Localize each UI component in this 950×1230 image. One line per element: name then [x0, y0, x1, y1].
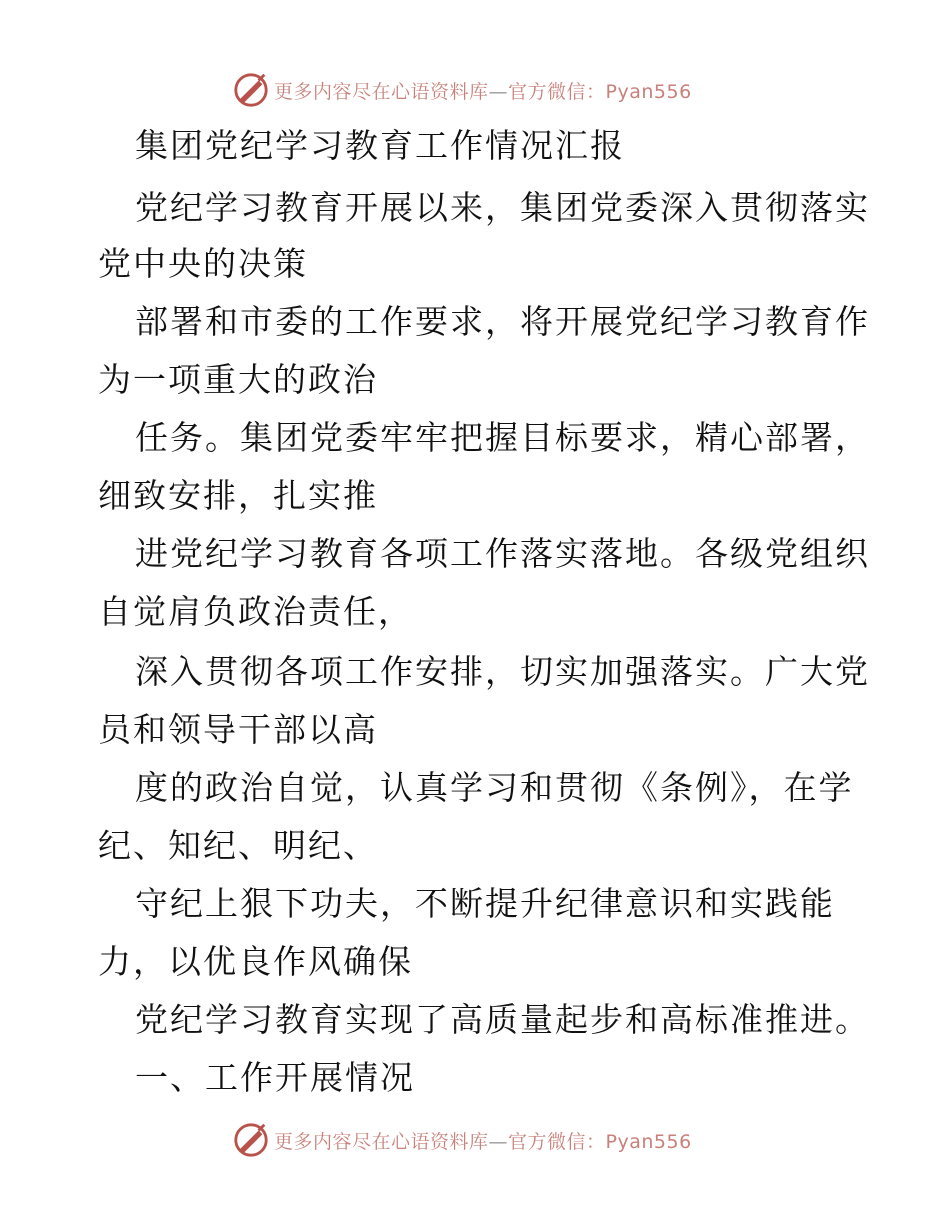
- paragraph-line: 部署和市委的工作要求，将开展党纪学习教育作: [135, 302, 870, 341]
- pen-logo-icon: [232, 71, 270, 109]
- paragraph-line: 力，以优良作风确保: [98, 942, 413, 981]
- paragraph-line: 为一项重大的政治: [98, 360, 378, 399]
- paragraph-line: 员和领导干部以高: [98, 710, 378, 749]
- paragraph-line: 任务。集团党委牢牢把握目标要求，精心部署，: [135, 418, 870, 457]
- paragraph-line: 纪、知纪、明纪、: [98, 826, 378, 865]
- paragraph-line: 党中央的决策: [98, 244, 308, 283]
- section-heading: 一、工作开展情况: [135, 1058, 415, 1097]
- watermark-brand: 更多内容尽在心语资料库: [274, 80, 489, 103]
- document-title: 集团党纪学习教育工作情况汇报: [135, 126, 625, 165]
- footer-watermark: [232, 1120, 752, 1160]
- watermark-contact: 官方微信：Pyan556: [508, 80, 692, 103]
- watermark-brand: 更多内容尽在心语资料库: [274, 1130, 489, 1153]
- watermark-separator: —: [488, 80, 509, 103]
- paragraph-line: 度的政治自觉，认真学习和贯彻《条例》，在学: [135, 768, 854, 807]
- paragraph-line: 细致安排，扎实推: [98, 476, 378, 515]
- paragraph-line: 党纪学习教育开展以来，集团党委深入贯彻落实: [135, 188, 870, 227]
- paragraph-line: 进党纪学习教育各项工作落实落地。各级党组织: [135, 534, 870, 573]
- watermark-text: [274, 77, 692, 104]
- watermark-text: [274, 1127, 692, 1154]
- paragraph-line: 守纪上狠下功夫，不断提升纪律意识和实践能: [135, 884, 835, 923]
- pen-logo-icon: [232, 1121, 270, 1159]
- watermark-separator: —: [488, 1130, 509, 1153]
- paragraph-line: 深入贯彻各项工作安排，切实加强落实。广大党: [135, 652, 870, 691]
- paragraph-line: 党纪学习教育实现了高质量起步和高标准推进。: [135, 1000, 870, 1039]
- watermark-contact: 官方微信：Pyan556: [508, 1130, 692, 1153]
- header-watermark: [232, 70, 752, 110]
- paragraph-line: 自觉肩负政治责任，: [98, 592, 413, 631]
